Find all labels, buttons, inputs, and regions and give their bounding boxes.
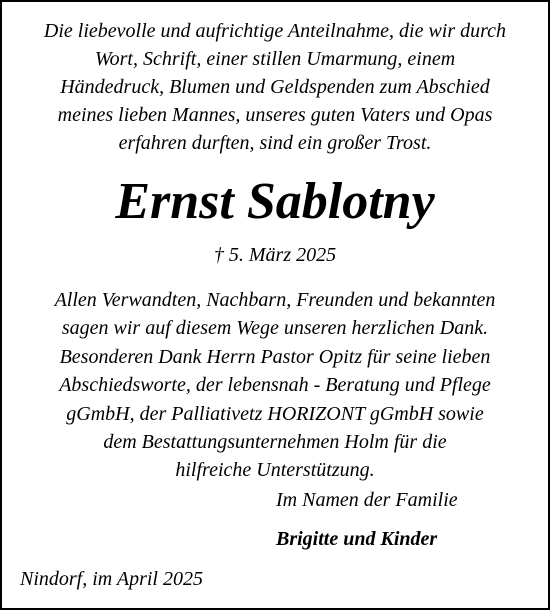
intro-line: Die liebevolle und aufrichtige Anteilnahme, die wir durch [43,20,507,42]
signature: Brigitte und Kinder [276,528,438,550]
death-date: † 5. März 2025 [213,244,337,266]
intro-line: Wort, Schrift, einer stillen Umarmung, einem [94,48,456,70]
intro-line: Händedruck, Blumen und Geldspenden zum Abschied [60,76,490,98]
deceased-name: Ernst Sablotny [115,173,435,230]
thanks-line: gGmbH, der Palliativetz HORIZONT gGmbH sowie [66,402,484,425]
thanks-line: dem Bestattungsunternehmen Holm für die [103,431,447,454]
intro-paragraph [10,17,540,157]
thanks-line: Allen Verwandten, Nachbarn, Freunden und bekannten [54,289,496,311]
thanks-line: hilfreiche Unterstützung. [175,459,375,482]
thanks-line: Besonderen Dank Herrn Pastor Opitz für seine lieben [59,345,491,368]
thanks-paragraph [10,286,540,485]
intro-line: meines lieben Mannes, unseres guten Vaters und Opas [57,104,493,126]
intro-line: erfahren durften, sind ein großer Trost. [118,132,432,154]
family-line: Im Namen der Familie [276,489,458,511]
thanks-line: Abschiedsworte, der lebensnah - Beratung und Pflege [59,374,491,397]
thanks-line: sagen wir auf diesem Wege unseren herzlichen Dank. [61,317,489,340]
place-date: Nindorf, im April 2025 [20,568,203,590]
